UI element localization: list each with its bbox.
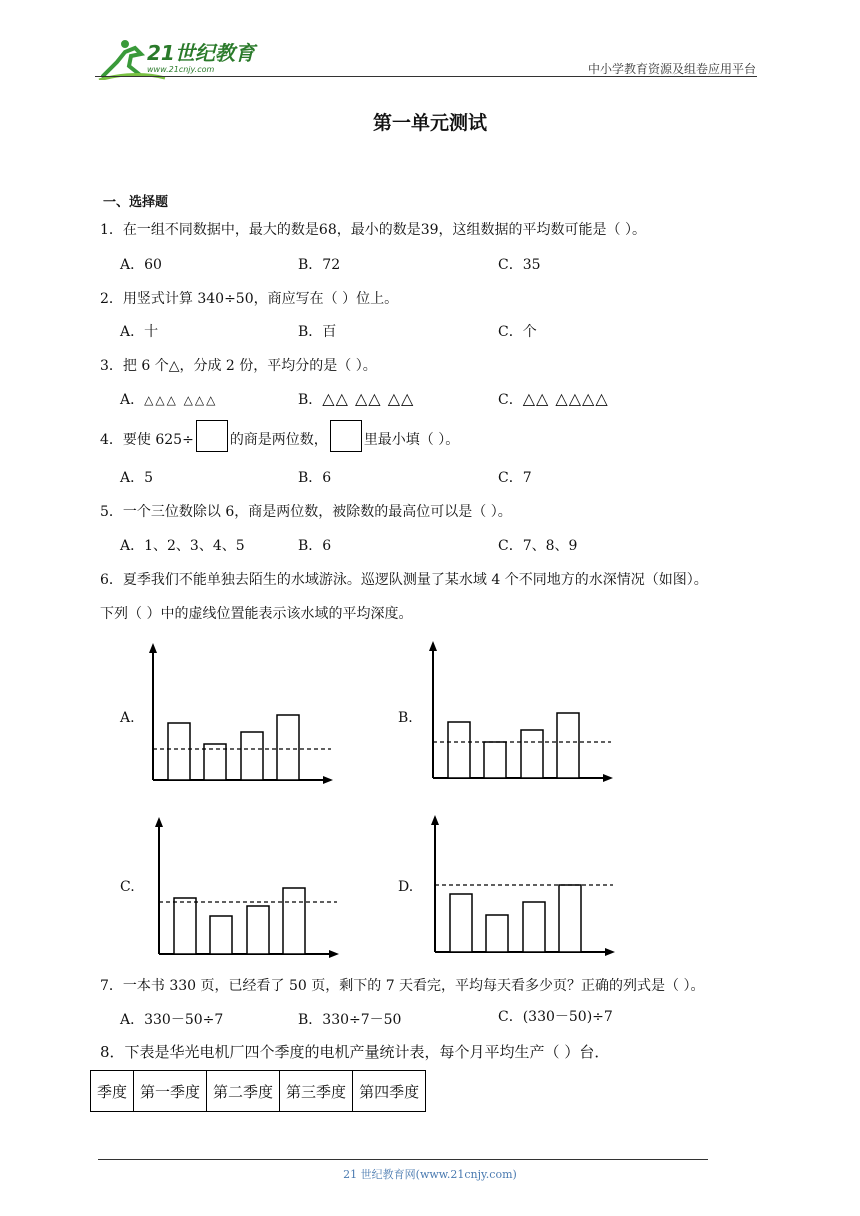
depth-bar bbox=[247, 906, 269, 954]
depth-bar bbox=[204, 744, 226, 780]
q3-option-a-label: A． bbox=[120, 392, 145, 408]
depth-bar bbox=[450, 894, 472, 952]
chart-d-label[interactable]: D. bbox=[398, 879, 414, 895]
q1-option-c[interactable]: C．35 bbox=[498, 257, 541, 273]
table-cell: 第四季度 bbox=[353, 1071, 426, 1112]
logo-text: 21世纪教育 bbox=[147, 41, 255, 65]
table-cell: 第一季度 bbox=[134, 1071, 207, 1112]
arrow-right-icon bbox=[329, 950, 339, 958]
section-heading: 一、选择题 bbox=[103, 195, 169, 210]
chart-b-label[interactable]: B. bbox=[398, 710, 413, 726]
depth-bar bbox=[484, 742, 506, 778]
table-cell: 第三季度 bbox=[280, 1071, 353, 1112]
page-title: 第一单元测试 bbox=[372, 112, 487, 134]
depth-bar bbox=[559, 885, 581, 952]
chart-a bbox=[149, 643, 333, 784]
depth-bar bbox=[557, 713, 579, 778]
depth-bar bbox=[523, 902, 545, 952]
q1-option-a[interactable]: A．60 bbox=[120, 257, 162, 273]
footer-divider bbox=[98, 1159, 708, 1160]
question-3: 3．把 6 个△，分成 2 份，平均分的是（ ）。 bbox=[100, 358, 377, 374]
question-8: 8．下表是华光电机厂四个季度的电机产量统计表，每个月平均生产（ ）台． bbox=[100, 1043, 610, 1061]
platform-name: 中小学教育资源及组卷应用平台 bbox=[587, 62, 756, 76]
q2-option-a[interactable]: A．十 bbox=[120, 324, 159, 340]
chart-b bbox=[429, 641, 613, 782]
arrow-up-icon bbox=[429, 641, 437, 651]
depth-bar bbox=[521, 730, 543, 778]
depth-bar bbox=[277, 715, 299, 780]
table-row bbox=[91, 1071, 426, 1112]
depth-bar bbox=[486, 915, 508, 952]
question-6-line1: 6．夏季我们不能单独去陌生的水域游泳。巡逻队测量了某水域 4 个不同地方的水深情况（如图）。 bbox=[100, 572, 708, 588]
question-5: 5．一个三位数除以 6，商是两位数，被除数的最高位可以是（ ）。 bbox=[100, 504, 512, 520]
q4-stem-part3: 里最小填（ ）。 bbox=[363, 432, 460, 448]
chart-c bbox=[155, 817, 339, 958]
triangle-group-icon: △△ △△△△ bbox=[522, 389, 609, 408]
question-7: 7．一本书 330 页，已经看了 50 页，剩下的 7 天看完，平均每天看多少页？正确的列式是（ ）。 bbox=[100, 978, 705, 994]
q4-stem-part1: 4．要使 625÷ bbox=[100, 432, 194, 448]
arrow-right-icon bbox=[603, 774, 613, 782]
logo-url: www.21cnjy.com bbox=[147, 65, 215, 74]
q7-option-a[interactable]: A．330－50÷7 bbox=[120, 1012, 224, 1028]
question-2: 2．用竖式计算 340÷50，商应写在（ ）位上。 bbox=[100, 291, 399, 307]
q5-option-a[interactable]: A．1、2、3、4、5 bbox=[120, 538, 245, 554]
footer-text: 21 世纪教育网(www.21cnjy.com) bbox=[343, 1168, 517, 1181]
q1-option-b[interactable]: B．72 bbox=[298, 257, 341, 273]
q3-option-b-label: B． bbox=[298, 392, 323, 408]
chart-a-label[interactable]: A. bbox=[120, 710, 135, 726]
arrow-right-icon bbox=[605, 948, 615, 956]
triangle-group-icon: △△△ △△△ bbox=[144, 393, 218, 407]
q7-option-c[interactable]: C．(330－50)÷7 bbox=[498, 1009, 613, 1025]
arrow-up-icon bbox=[155, 817, 163, 827]
production-table bbox=[90, 1070, 426, 1112]
q3-option-c-label: C． bbox=[498, 392, 523, 408]
chart-c-label[interactable]: C. bbox=[120, 879, 135, 895]
q5-option-b[interactable]: B．6 bbox=[298, 538, 332, 554]
q2-option-b[interactable]: B．百 bbox=[298, 324, 337, 340]
depth-bar bbox=[210, 916, 232, 954]
arrow-up-icon bbox=[431, 815, 439, 825]
q4-option-c[interactable]: C．7 bbox=[498, 470, 532, 486]
question-6-line2: 下列（ ）中的虚线位置能表示该水域的平均深度。 bbox=[100, 606, 413, 622]
depth-bar bbox=[168, 723, 190, 780]
triangle-group-icon: △△ △△ △△ bbox=[322, 389, 415, 408]
arrow-right-icon bbox=[323, 776, 333, 784]
table-cell: 季度 bbox=[91, 1071, 134, 1112]
q5-option-c[interactable]: C．7、8、9 bbox=[498, 538, 578, 554]
question-1: 1．在一组不同数据中，最大的数是68，最小的数是39，这组数据的平均数可能是（ ）。 bbox=[100, 222, 646, 238]
q4-option-a[interactable]: A．5 bbox=[120, 470, 154, 486]
table-cell: 第二季度 bbox=[207, 1071, 280, 1112]
q4-option-b[interactable]: B．6 bbox=[298, 470, 332, 486]
q4-stem-part2: 的商是两位数， bbox=[229, 432, 328, 448]
arrow-up-icon bbox=[149, 643, 157, 653]
depth-bar bbox=[448, 722, 470, 778]
depth-bar bbox=[241, 732, 263, 780]
depth-bar bbox=[283, 888, 305, 954]
q2-option-c[interactable]: C．个 bbox=[498, 324, 537, 340]
chart-d bbox=[431, 815, 615, 956]
depth-bar bbox=[174, 898, 196, 954]
q7-option-b[interactable]: B．330÷7－50 bbox=[298, 1012, 402, 1028]
